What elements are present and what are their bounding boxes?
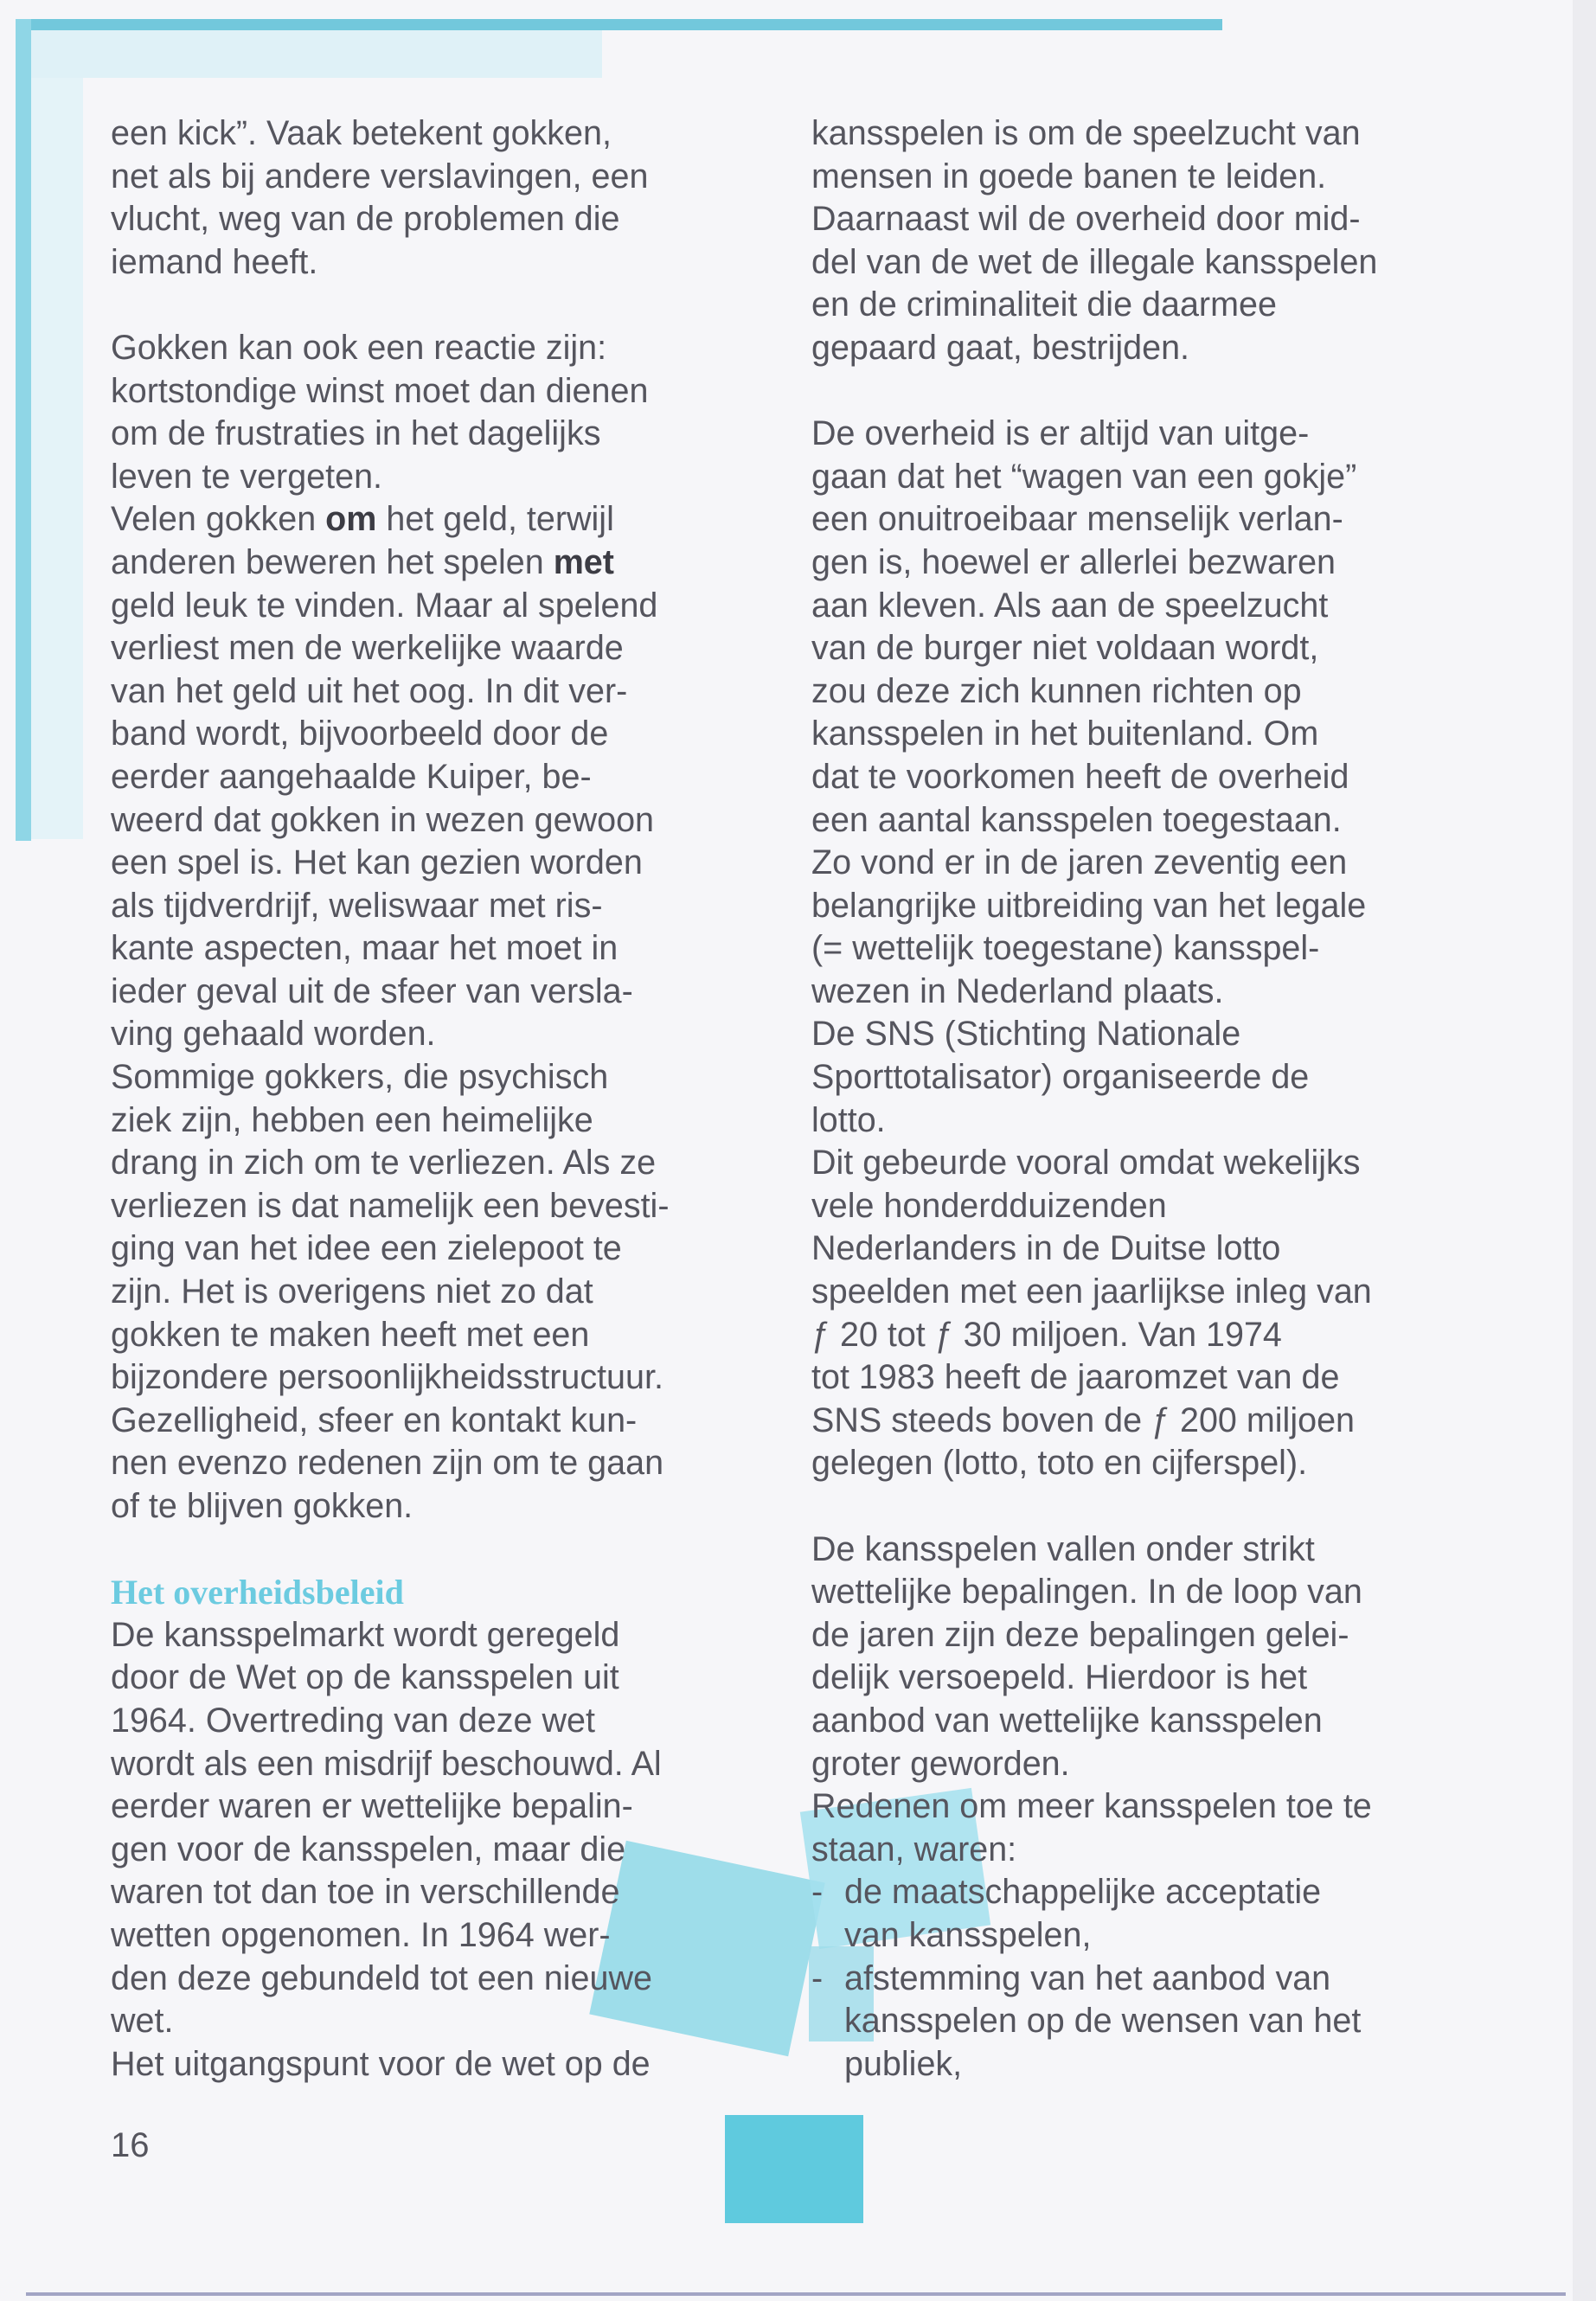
text-line: net als bij andere verslavingen, een — [111, 157, 649, 195]
text-line: van de burger niet voldaan wordt, — [811, 629, 1319, 668]
text-line: dat te voorkomen heeft de overheid — [811, 757, 1349, 796]
text-line: wetten opgenomen. In 1964 wer- — [111, 1915, 611, 1954]
text-line: kansspelen op de wensen van het — [844, 2002, 1362, 2041]
text-line: De kansspelmarkt wordt geregeld — [111, 1615, 620, 1654]
text-line: nen evenzo redenen zijn om te gaan — [111, 1444, 664, 1483]
text-line: zou deze zich kunnen richten op — [811, 671, 1302, 710]
emphasis: om — [325, 500, 377, 539]
text-line: Daarnaast wil de overheid door mid- — [811, 200, 1361, 239]
text-line: belangrijke uitbreiding van het legale — [811, 886, 1367, 925]
text-line: De SNS (Stichting Nationale — [811, 1015, 1241, 1054]
text-line: den deze gebundeld tot een nieuwe — [111, 1958, 652, 1997]
text-line: bijzondere persoonlijkheidsstructuur. — [111, 1358, 663, 1397]
bullet-item — [811, 1871, 1443, 1957]
text-line: wordt als een misdrijf beschouwd. Al — [111, 1744, 662, 1783]
text-line: Zo vond er in de jaren zeventig een — [811, 843, 1348, 882]
text-line: ging van het idee een zielepoot te — [111, 1229, 622, 1268]
text-line: gen voor de kansspelen, maar die — [111, 1830, 626, 1868]
text-line: publiek, — [844, 2044, 963, 2083]
bottom-rule — [26, 2292, 1566, 2296]
text-line: tot 1983 heeft de jaaromzet van de — [811, 1358, 1340, 1397]
emphasis: met — [553, 542, 614, 581]
bullet-item — [811, 1958, 1443, 2086]
top-accent-bar — [16, 19, 1222, 30]
text-line: gepaard gaat, bestrijden. — [811, 328, 1190, 367]
text-line: ƒ 20 tot ƒ 30 miljoen. Van 1974 — [811, 1315, 1282, 1354]
text-line: kante aspecten, maar het moet in — [111, 929, 619, 968]
text-line: een kick”. Vaak betekent gokken, — [111, 114, 612, 152]
text-line: Het uitgangspunt voor de wet op de — [111, 2044, 651, 2083]
text-line: Nederlanders in de Duitse lotto — [811, 1229, 1281, 1268]
text-line: weerd dat gokken in wezen gewoon — [111, 800, 655, 839]
text-run: het geld, terwijl — [376, 500, 614, 539]
text-line: als tijdverdrijf, weliswaar met ris- — [111, 886, 603, 925]
text-line: van kansspelen, — [844, 1915, 1092, 1954]
text-run: anderen beweren het spelen — [111, 542, 554, 581]
text-line: eerder aangehaalde Kuiper, be- — [111, 757, 592, 796]
text-line: ziek zijn, hebben een heimelijke — [111, 1100, 593, 1139]
left-accent-bar — [16, 19, 31, 841]
text-line: drang in zich om te verliezen. Als ze — [111, 1144, 657, 1183]
text-line: wettelijke bepalingen. In de loop van — [811, 1573, 1362, 1612]
bullet-dash: - — [811, 1958, 824, 1997]
bullet-dash: - — [811, 1873, 824, 1912]
text-line — [111, 542, 742, 585]
text-line: gaan dat het “wagen van een gokje” — [811, 457, 1357, 496]
text-line: vlucht, weg van de problemen die — [111, 200, 620, 239]
text-line: zijn. Het is overigens niet zo dat — [111, 1272, 593, 1311]
text-line: De overheid is er altijd van uitge- — [811, 414, 1310, 453]
text-line: speelden met een jaarlijkse inleg van — [811, 1272, 1372, 1311]
text-line: delijk versoepeld. Hierdoor is het — [811, 1658, 1308, 1697]
right-column — [811, 112, 1443, 2086]
text-line: Sommige gokkers, die psychisch — [111, 1058, 609, 1097]
text-line: ieder geval uit de sfeer van versla- — [111, 971, 633, 1010]
section-heading: Het overheidsbeleid — [111, 1573, 404, 1612]
text-line: Dit gebeurde vooral omdat wekelijks — [811, 1144, 1361, 1183]
text-line: door de Wet op de kansspelen uit — [111, 1658, 619, 1697]
decorative-square — [725, 2115, 863, 2223]
text-line: een spel is. Het kan gezien worden — [111, 843, 643, 882]
top-left-tint — [31, 30, 602, 78]
text-line: de jaren zijn deze bepalingen gelei- — [811, 1615, 1349, 1654]
text-line: wezen in Nederland plaats. — [811, 971, 1224, 1010]
text-line: Redenen om meer kansspelen toe te — [811, 1787, 1372, 1826]
text-line: een aantal kansspelen toegestaan. — [811, 800, 1342, 839]
text-line: kansspelen is om de speelzucht van — [811, 114, 1361, 152]
text-line: kansspelen in het buitenland. Om — [811, 715, 1319, 753]
text-line: aanbod van wettelijke kansspelen — [811, 1701, 1323, 1740]
left-tint — [31, 78, 83, 839]
text-line: iemand heeft. — [111, 242, 318, 281]
text-line: geld leuk te vinden. Maar al spelend — [111, 586, 658, 625]
text-line: kortstondige winst moet dan dienen — [111, 371, 649, 410]
text-line: gen is, hoewel er allerlei bezwaren — [811, 542, 1336, 581]
text-line: Gokken kan ook een reactie zijn: — [111, 328, 607, 367]
page-edge — [1573, 0, 1596, 2301]
text-line: waren tot dan toe in verschillende — [111, 1873, 620, 1912]
text-line: groter geworden. — [811, 1744, 1070, 1783]
text-line: del van de wet de illegale kansspelen — [811, 242, 1378, 281]
text-line: of te blijven gokken. — [111, 1487, 413, 1525]
text-line: De kansspelen vallen onder strikt — [811, 1529, 1315, 1568]
text-line — [111, 498, 742, 542]
text-line: de maatschappelijke acceptatie — [844, 1873, 1322, 1912]
text-line: 1964. Overtreding van deze wet — [111, 1701, 595, 1740]
text-line: Gezelligheid, sfeer en kontakt kun- — [111, 1400, 638, 1439]
text-line: aan kleven. Als aan de speelzucht — [811, 586, 1329, 625]
text-line: van het geld uit het oog. In dit ver- — [111, 671, 628, 710]
text-line: gokken te maken heeft met een — [111, 1315, 590, 1354]
text-line: afstemming van het aanbod van — [844, 1958, 1331, 1997]
text-line: (= wettelijk toegestane) kansspel- — [811, 929, 1320, 968]
text-line: staan, waren: — [811, 1830, 1017, 1868]
text-line: verliezen is dat namelijk een bevesti- — [111, 1186, 670, 1225]
text-line: en de criminaliteit die daarmee — [811, 285, 1277, 324]
text-line: SNS steeds boven de ƒ 200 miljoen — [811, 1400, 1356, 1439]
text-line: vele honderdduizenden — [811, 1186, 1167, 1225]
text-line: eerder waren er wettelijke bepalin- — [111, 1787, 633, 1826]
text-line: band wordt, bijvoorbeeld door de — [111, 715, 609, 753]
text-line: om de frustraties in het dagelijks — [111, 414, 601, 453]
text-line: leven te vergeten. — [111, 457, 383, 496]
text-line: gelegen (lotto, toto en cijferspel). — [811, 1444, 1308, 1483]
text-line: lotto. — [811, 1100, 886, 1139]
text-line: verliest men de werkelijke waarde — [111, 629, 624, 668]
text-line: wet. — [111, 2002, 174, 2041]
left-column — [111, 112, 742, 2086]
text-run: Velen gokken — [111, 500, 326, 539]
text-line: mensen in goede banen te leiden. — [811, 157, 1327, 195]
page-number: 16 — [111, 2126, 150, 2164]
text-line: Sporttotalisator) organiseerde de — [811, 1058, 1310, 1097]
text-line: een onuitroeibaar menselijk verlan- — [811, 500, 1343, 539]
text-line: ving gehaald worden. — [111, 1015, 436, 1054]
